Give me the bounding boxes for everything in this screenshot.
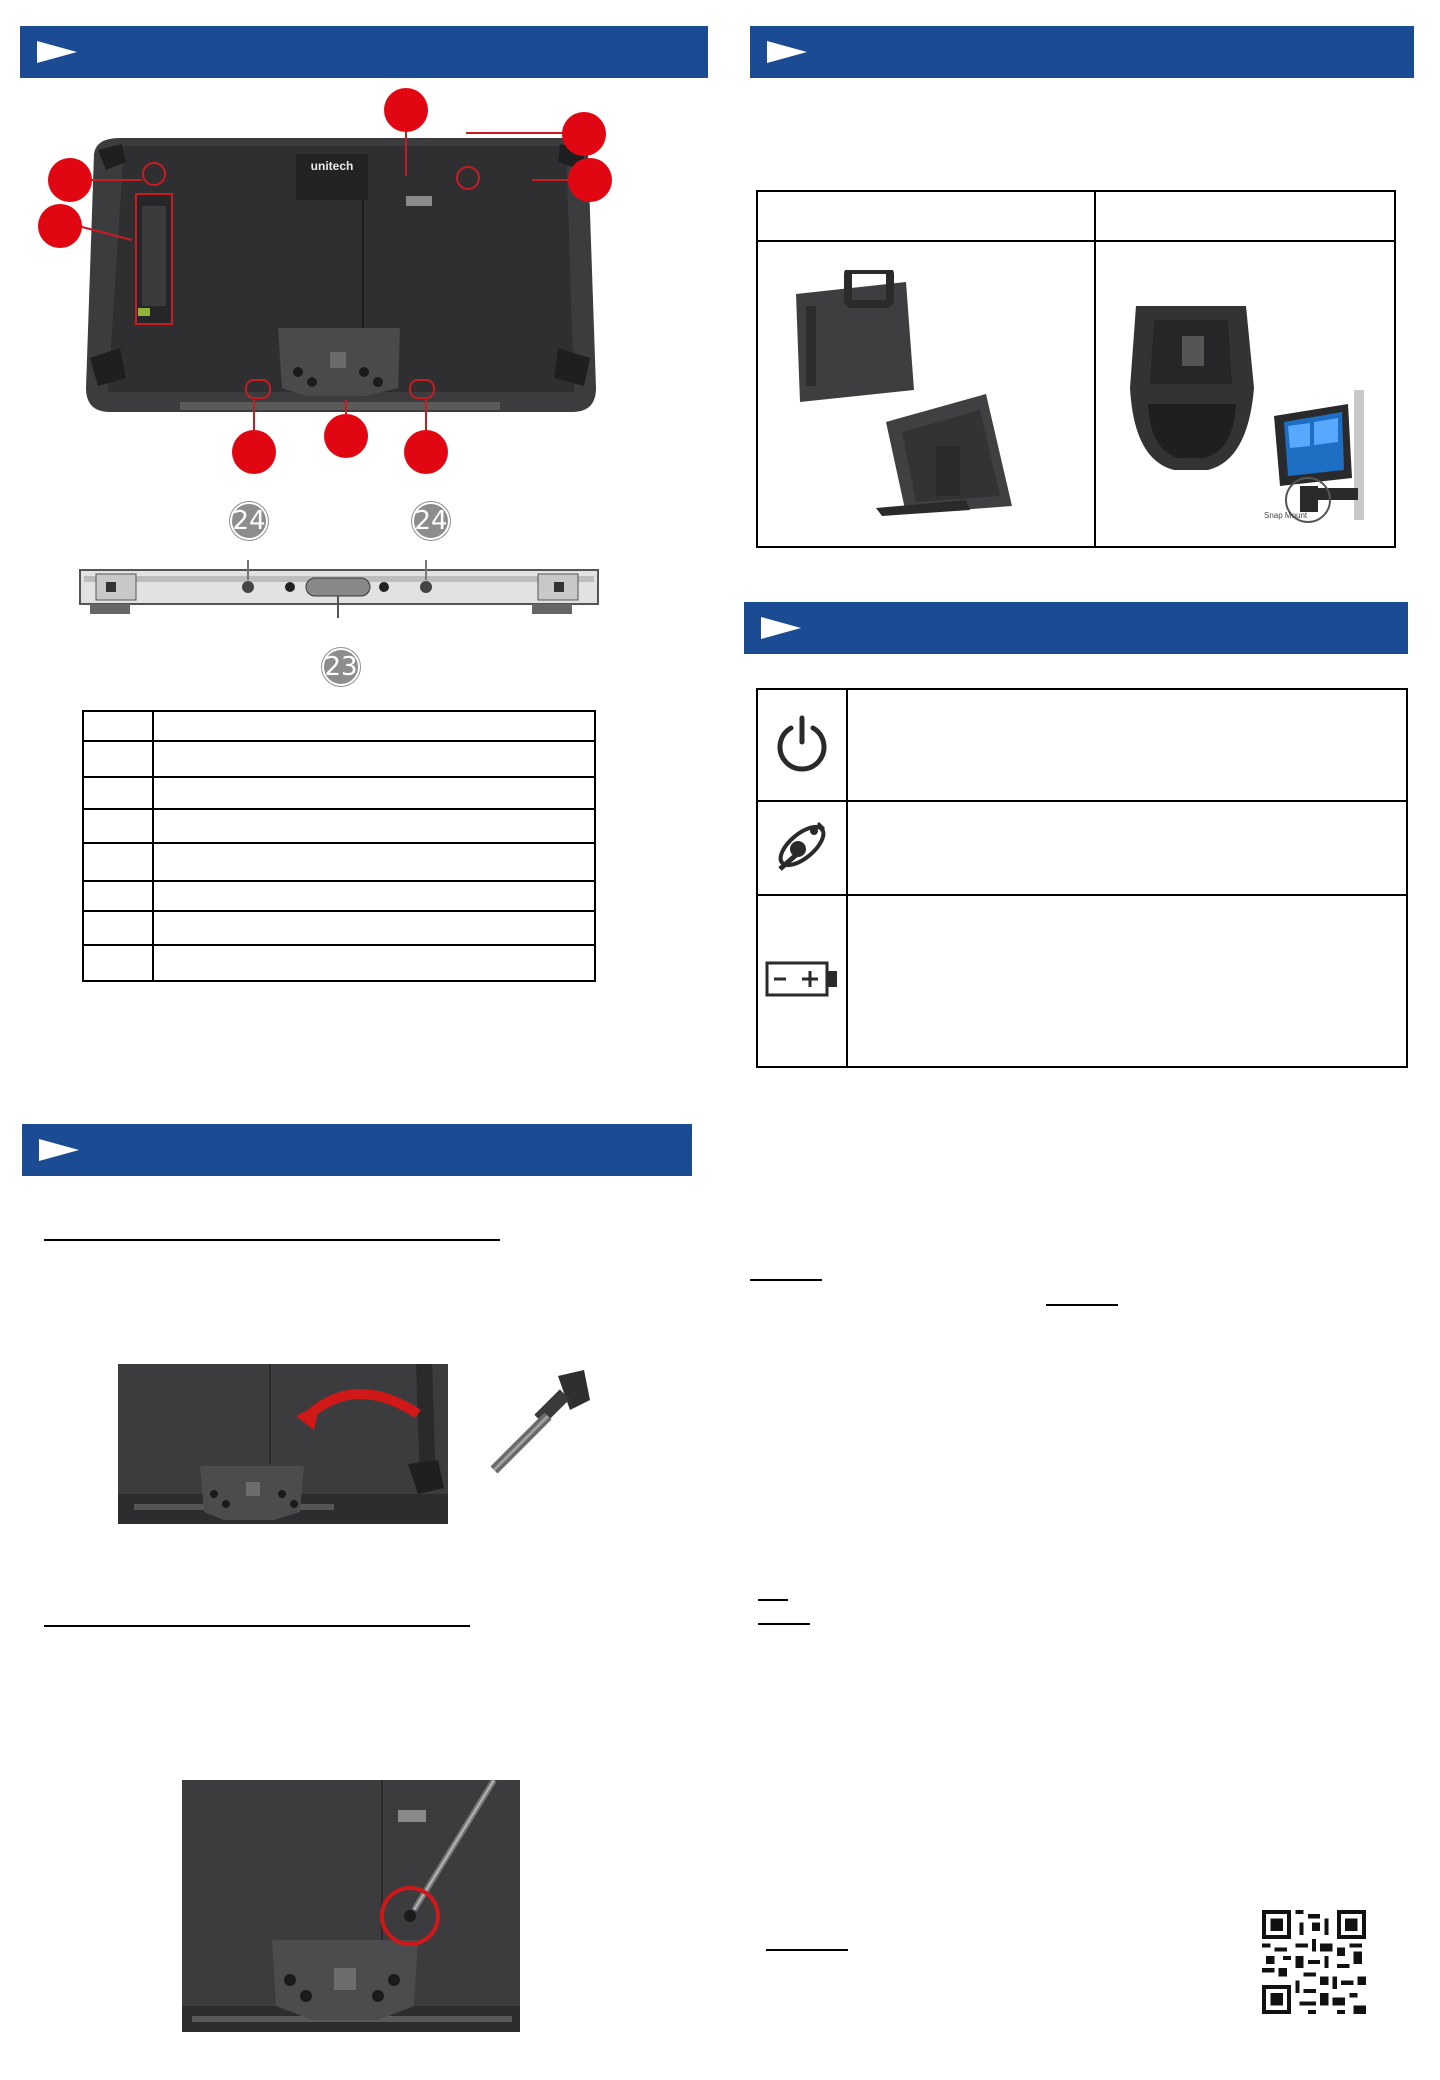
underline-link-4 bbox=[758, 1623, 810, 1625]
screwdriver-icon bbox=[486, 1370, 596, 1480]
callout-leader-lines bbox=[0, 0, 720, 480]
table-row bbox=[83, 711, 595, 741]
underline-link-3 bbox=[758, 1599, 788, 1601]
component-table bbox=[82, 710, 596, 982]
table-row bbox=[83, 741, 595, 777]
callout-24-left: 24 bbox=[230, 502, 268, 540]
battery-icon bbox=[764, 959, 840, 999]
callout-marker bbox=[568, 158, 612, 202]
callout-marker bbox=[38, 204, 82, 248]
callout-marker bbox=[324, 414, 368, 458]
callout-24-right: 24 bbox=[412, 502, 450, 540]
callout-marker bbox=[384, 88, 428, 132]
table-row bbox=[757, 191, 1395, 241]
underline-link-1 bbox=[750, 1279, 822, 1281]
table-row bbox=[83, 809, 595, 843]
underline-link-5 bbox=[766, 1949, 848, 1951]
callout-marker bbox=[48, 158, 92, 202]
callout-23: 23 bbox=[322, 648, 360, 686]
section-header-bar-2 bbox=[750, 26, 1414, 78]
indicator-table bbox=[756, 688, 1408, 1068]
snap-mount-photo bbox=[1124, 300, 1394, 530]
section-header-bar-4 bbox=[744, 602, 1408, 654]
snap-mount-caption: Snap Mount bbox=[1264, 511, 1308, 520]
underline-heading-1 bbox=[44, 1239, 500, 1241]
scan-icon bbox=[774, 819, 830, 873]
underline-heading-2 bbox=[44, 1625, 470, 1627]
hand-strap-photo bbox=[786, 270, 1036, 520]
power-icon bbox=[775, 714, 829, 772]
table-row bbox=[83, 777, 595, 809]
callout-marker bbox=[232, 430, 276, 474]
section-header-bar-3 bbox=[22, 1124, 692, 1176]
table-row bbox=[83, 843, 595, 881]
device-logo: unitech bbox=[310, 159, 354, 173]
table-row bbox=[757, 801, 1407, 895]
cover-removal-photo bbox=[118, 1364, 448, 1524]
device-bottom-edge bbox=[76, 560, 602, 620]
qr-code[interactable] bbox=[1262, 1910, 1366, 2014]
arrow-icon bbox=[761, 617, 801, 639]
table-row bbox=[757, 895, 1407, 1067]
callout-marker bbox=[562, 112, 606, 156]
table-row bbox=[83, 945, 595, 981]
table-row bbox=[83, 881, 595, 911]
table-row bbox=[83, 911, 595, 945]
underline-link-2 bbox=[1046, 1304, 1118, 1306]
arrow-icon bbox=[767, 41, 807, 63]
callout-marker bbox=[404, 430, 448, 474]
arrow-icon bbox=[39, 1139, 79, 1161]
screw-removal-photo bbox=[182, 1780, 520, 2032]
table-row bbox=[757, 689, 1407, 801]
